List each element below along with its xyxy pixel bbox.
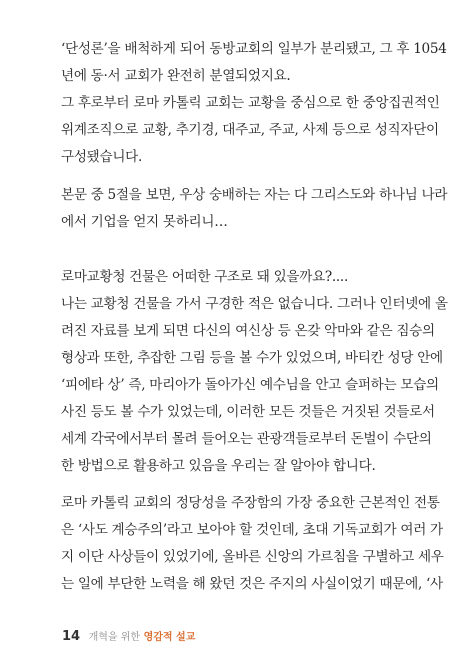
text-line: 로마교황청 건물은 어떠한 구조로 돼 있을까요?.... bbox=[61, 269, 348, 285]
text-line: 위계조직으로 교황, 추기경, 대주교, 주교, 사제 등으로 성직자단이 bbox=[61, 122, 439, 138]
text-line: 한 방법으로 활용하고 있음을 우리는 잘 알아야 합니다. bbox=[61, 458, 376, 474]
text-line: 년에 동·서 교회가 완전히 분열되었지요. bbox=[61, 68, 291, 84]
text-line: 지 이단 사상들이 있었기에, 올바른 신앙의 가르침을 구별하고 세우 bbox=[61, 549, 444, 565]
page-footer bbox=[62, 628, 195, 644]
text-line: 본문 중 5절을 보면, 우상 숭배하는 자는 다 그리스도와 하나님 나라 bbox=[61, 187, 448, 203]
text-line: 그 후로부터 로마 카톨릭 교회는 교황을 중심으로 한 중앙집권적인 bbox=[61, 95, 440, 111]
text-line: 려진 자료를 보게 되면 다신의 여신상 등 온갖 악마와 같은 짐승의 bbox=[61, 323, 435, 339]
text-line: ‘피에타 상’ 즉, 마리아가 돌아가신 예수님을 안고 슬퍼하는 모습의 bbox=[61, 377, 439, 393]
text-line: ‘단성론’을 배척하게 되어 동방교회의 일부가 분리됐고, 그 후 1054 bbox=[61, 41, 447, 57]
text-line: 형상과 또한, 추잡한 그림 등을 볼 수가 있었으며, 바티칸 성당 안에 bbox=[61, 350, 443, 366]
text-line: 는 일에 부단한 노력을 해 왔던 것은 주지의 사실이었기 때문에, ‘사 bbox=[61, 576, 443, 592]
book-title-prefix: 개혁을 위한 bbox=[88, 632, 141, 643]
text-line: 나는 교황청 건물을 가서 구경한 적은 없습니다. 그러나 인터넷에 올 bbox=[61, 296, 448, 312]
text-line: 은 ‘사도 계승주의’라고 보아야 할 것인데, 초대 기독교회가 여러 가 bbox=[61, 522, 443, 538]
book-title: 영감적 설교 bbox=[143, 632, 196, 643]
page-number: 14 bbox=[62, 629, 81, 644]
text-line: 에서 기업을 얻지 못하리니… bbox=[61, 214, 228, 230]
text-line: 구성됐습니다. bbox=[61, 149, 143, 165]
text-line: 세계 각국에서부터 몰려 들어오는 관광객들로부터 돈벌이 수단의 bbox=[61, 431, 432, 447]
text-line: 로마 카톨릭 교회의 정당성을 주장함의 가장 중요한 근본적인 전통 bbox=[61, 495, 440, 511]
text-line: 사진 등도 볼 수가 있었는데, 이러한 모든 것들은 거짓된 것들로서 bbox=[61, 404, 435, 420]
